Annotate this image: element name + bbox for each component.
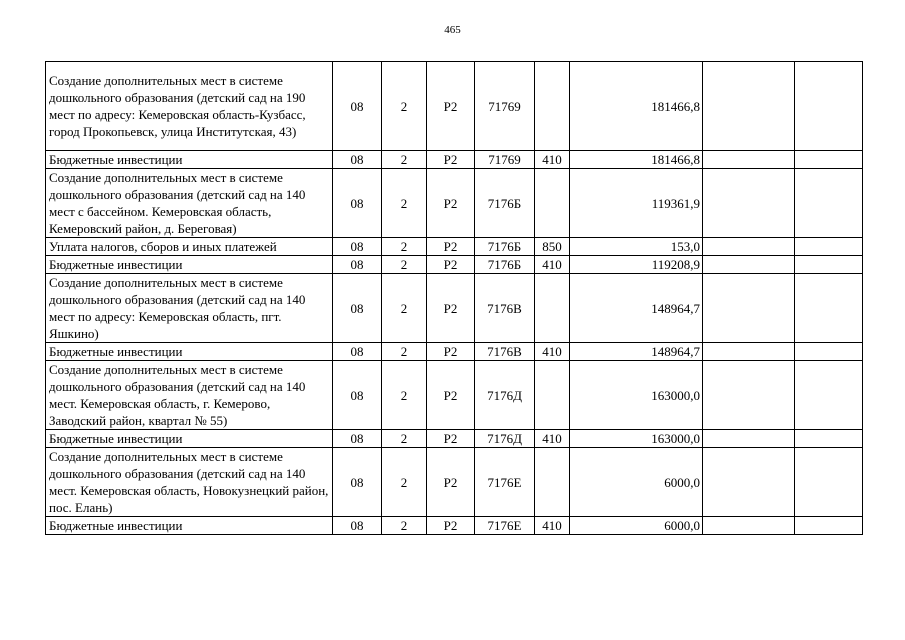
section-code: 08: [333, 517, 382, 535]
direction-code: 7176Е: [475, 517, 535, 535]
amount: 148964,7: [570, 274, 703, 343]
program-code: P2: [427, 430, 475, 448]
table-row: [46, 430, 863, 448]
direction-code: 71769: [475, 151, 535, 169]
table-row: [46, 517, 863, 535]
section-code: 08: [333, 62, 382, 151]
subsection-code: 2: [382, 361, 427, 430]
row-description: Бюджетные инвестиции: [46, 256, 333, 274]
section-code: 08: [333, 448, 382, 517]
amount: 163000,0: [570, 361, 703, 430]
row-description: Создание дополнительных мест в системе дошкольного образования (детский сад на 140 мест. Кемеровская область, Новокузнецкий район, пос. Елань): [46, 448, 333, 517]
direction-code: 7176Б: [475, 169, 535, 238]
empty-cell: [703, 169, 795, 238]
program-code: P2: [427, 62, 475, 151]
program-code: P2: [427, 343, 475, 361]
section-code: 08: [333, 343, 382, 361]
direction-code: 7176Б: [475, 256, 535, 274]
subsection-code: 2: [382, 169, 427, 238]
subsection-code: 2: [382, 274, 427, 343]
empty-cell: [703, 62, 795, 151]
table-row: [46, 256, 863, 274]
empty-cell: [703, 256, 795, 274]
empty-cell: [795, 274, 863, 343]
table-row: [46, 274, 863, 343]
table-row: [46, 238, 863, 256]
empty-cell: [795, 430, 863, 448]
table-row: [46, 343, 863, 361]
empty-cell: [703, 448, 795, 517]
amount: 181466,8: [570, 151, 703, 169]
program-code: P2: [427, 238, 475, 256]
empty-cell: [795, 448, 863, 517]
page-number: 465: [444, 24, 461, 36]
expense-type-code: [535, 169, 570, 238]
row-description: Создание дополнительных мест в системе дошкольного образования (детский сад на 140 мест с бассейном. Кемеровская область, Кемеровский район, д. Береговая): [46, 169, 333, 238]
direction-code: 7176Д: [475, 430, 535, 448]
table-row: [46, 448, 863, 517]
expense-type-code: [535, 62, 570, 151]
subsection-code: 2: [382, 151, 427, 169]
table-row: [46, 151, 863, 169]
empty-cell: [703, 238, 795, 256]
empty-cell: [795, 361, 863, 430]
amount: 6000,0: [570, 517, 703, 535]
expense-type-code: [535, 361, 570, 430]
program-code: P2: [427, 169, 475, 238]
table-row: [46, 62, 863, 151]
expense-type-code: 410: [535, 430, 570, 448]
direction-code: 7176В: [475, 274, 535, 343]
section-code: 08: [333, 169, 382, 238]
expense-type-code: 410: [535, 343, 570, 361]
subsection-code: 2: [382, 62, 427, 151]
direction-code: 71769: [475, 62, 535, 151]
amount: 163000,0: [570, 430, 703, 448]
program-code: P2: [427, 151, 475, 169]
row-description: Уплата налогов, сборов и иных платежей: [46, 238, 333, 256]
expense-type-code: [535, 274, 570, 343]
direction-code: 7176В: [475, 343, 535, 361]
amount: 181466,8: [570, 62, 703, 151]
empty-cell: [703, 151, 795, 169]
subsection-code: 2: [382, 517, 427, 535]
empty-cell: [795, 238, 863, 256]
direction-code: 7176Д: [475, 361, 535, 430]
program-code: P2: [427, 361, 475, 430]
row-description: Бюджетные инвестиции: [46, 151, 333, 169]
expense-type-code: 850: [535, 238, 570, 256]
section-code: 08: [333, 256, 382, 274]
subsection-code: 2: [382, 343, 427, 361]
row-description: Создание дополнительных мест в системе дошкольного образования (детский сад на 140 мест по адресу: Кемеровская область, пгт. Яшкино): [46, 274, 333, 343]
empty-cell: [703, 430, 795, 448]
row-description: Бюджетные инвестиции: [46, 343, 333, 361]
section-code: 08: [333, 238, 382, 256]
empty-cell: [795, 343, 863, 361]
section-code: 08: [333, 361, 382, 430]
empty-cell: [795, 517, 863, 535]
expense-type-code: 410: [535, 151, 570, 169]
subsection-code: 2: [382, 256, 427, 274]
row-description: Создание дополнительных мест в системе дошкольного образования (детский сад на 140 мест. Кемеровская область, г. Кемерово, Заводский район, квартал № 55): [46, 361, 333, 430]
direction-code: 7176Е: [475, 448, 535, 517]
row-description: Создание дополнительных мест в системе дошкольного образования (детский сад на 190 мест по адресу: Кемеровская область-Кузбасс, город Прокопьевск, улица Институтская, 43): [46, 62, 333, 151]
program-code: P2: [427, 448, 475, 517]
empty-cell: [703, 361, 795, 430]
empty-cell: [703, 517, 795, 535]
amount: 119208,9: [570, 256, 703, 274]
empty-cell: [795, 256, 863, 274]
section-code: 08: [333, 430, 382, 448]
row-description: Бюджетные инвестиции: [46, 430, 333, 448]
row-description: Бюджетные инвестиции: [46, 517, 333, 535]
expense-type-code: 410: [535, 517, 570, 535]
table-row: [46, 361, 863, 430]
empty-cell: [703, 274, 795, 343]
empty-cell: [795, 62, 863, 151]
empty-cell: [795, 151, 863, 169]
empty-cell: [703, 343, 795, 361]
amount: 148964,7: [570, 343, 703, 361]
subsection-code: 2: [382, 430, 427, 448]
subsection-code: 2: [382, 238, 427, 256]
direction-code: 7176Б: [475, 238, 535, 256]
amount: 153,0: [570, 238, 703, 256]
program-code: P2: [427, 256, 475, 274]
subsection-code: 2: [382, 448, 427, 517]
amount: 119361,9: [570, 169, 703, 238]
budget-table: [45, 61, 863, 535]
expense-type-code: 410: [535, 256, 570, 274]
section-code: 08: [333, 151, 382, 169]
expense-type-code: [535, 448, 570, 517]
table-row: [46, 169, 863, 238]
section-code: 08: [333, 274, 382, 343]
empty-cell: [795, 169, 863, 238]
amount: 6000,0: [570, 448, 703, 517]
program-code: P2: [427, 274, 475, 343]
program-code: P2: [427, 517, 475, 535]
